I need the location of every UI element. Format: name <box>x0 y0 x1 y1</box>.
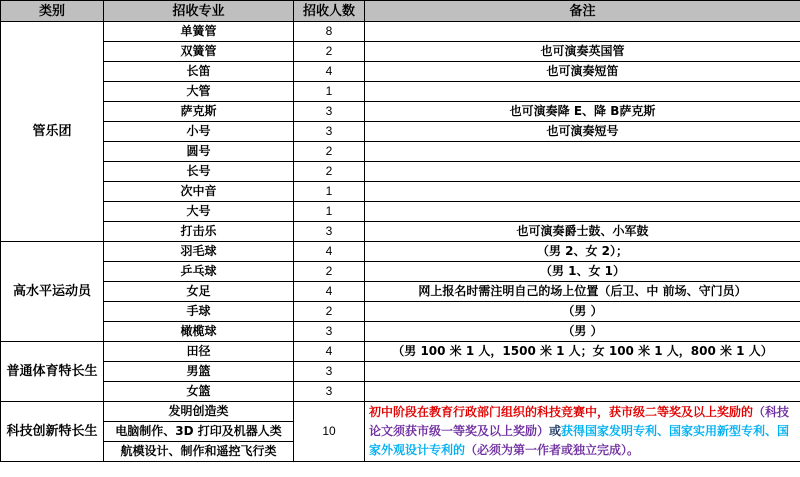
table-row <box>1 242 800 262</box>
table-row <box>1 182 800 202</box>
table-row <box>1 202 800 222</box>
count-cell: 3 <box>294 362 365 382</box>
major-cell: 女篮 <box>104 382 294 402</box>
major-cell: 小号 <box>104 122 294 142</box>
count-cell: 10 <box>294 402 365 462</box>
note-cell: 也可演奏英国管 <box>365 42 800 62</box>
major-cell: 双簧管 <box>104 42 294 62</box>
major-cell: 次中音 <box>104 182 294 202</box>
note-cell <box>365 82 800 102</box>
note-cell <box>365 142 800 162</box>
table-row <box>1 62 800 82</box>
note-cell <box>365 202 800 222</box>
major-cell: 发明创造类 <box>104 402 294 422</box>
category-cell: 管乐团 <box>1 22 104 242</box>
note-part-purple-end: （必须为第一作者或独立完成）。 <box>465 443 640 457</box>
count-cell: 2 <box>294 162 365 182</box>
category-cell: 高水平运动员 <box>1 242 104 342</box>
table-row <box>1 402 800 422</box>
count-cell: 1 <box>294 82 365 102</box>
note-cell: （男 ） <box>365 302 800 322</box>
major-cell: 长号 <box>104 162 294 182</box>
header-note: 备注 <box>365 1 800 22</box>
note-part-connector: 或 <box>549 424 562 438</box>
table-row <box>1 342 800 362</box>
major-cell: 单簧管 <box>104 22 294 42</box>
note-part-blue: 获得国家发明专利、国家实用新型专利、国家外观设计专利的 <box>369 424 790 457</box>
table-row <box>1 82 800 102</box>
header-row <box>1 1 800 22</box>
count-cell: 4 <box>294 342 365 362</box>
category-cell: 普通体育特长生 <box>1 342 104 402</box>
count-cell: 2 <box>294 142 365 162</box>
count-cell: 2 <box>294 302 365 322</box>
note-cell: （男 1、女 1） <box>365 262 800 282</box>
note-part-purple: （科技论文须获市级一等奖及以上奖励） <box>369 405 790 438</box>
major-cell: 大号 <box>104 202 294 222</box>
note-cell: 也可演奏短笛 <box>365 62 800 82</box>
count-cell: 3 <box>294 122 365 142</box>
header-count: 招收人数 <box>294 1 365 22</box>
table-row <box>1 102 800 122</box>
major-cell: 男篮 <box>104 362 294 382</box>
note-cell: 也可演奏短号 <box>365 122 800 142</box>
note-cell <box>365 162 800 182</box>
count-cell: 3 <box>294 102 365 122</box>
major-cell: 打击乐 <box>104 222 294 242</box>
major-cell: 电脑制作、3D 打印及机器人类 <box>104 422 294 442</box>
table-row <box>1 262 800 282</box>
count-cell: 2 <box>294 42 365 62</box>
major-cell: 女足 <box>104 282 294 302</box>
count-cell: 1 <box>294 202 365 222</box>
count-cell: 4 <box>294 62 365 82</box>
major-cell: 手球 <box>104 302 294 322</box>
note-cell <box>365 182 800 202</box>
table-row <box>1 162 800 182</box>
table-row <box>1 362 800 382</box>
table-row <box>1 222 800 242</box>
major-cell: 大管 <box>104 82 294 102</box>
table-row <box>1 382 800 402</box>
count-cell: 2 <box>294 262 365 282</box>
note-cell <box>365 22 800 42</box>
count-cell: 4 <box>294 242 365 262</box>
count-cell: 3 <box>294 222 365 242</box>
major-cell: 航模设计、制作和遥控飞行类 <box>104 442 294 462</box>
table-row <box>1 282 800 302</box>
major-cell: 萨克斯 <box>104 102 294 122</box>
major-cell: 田径 <box>104 342 294 362</box>
note-cell: （男 2、女 2）； <box>365 242 800 262</box>
count-cell: 3 <box>294 382 365 402</box>
count-cell: 8 <box>294 22 365 42</box>
note-cell: （男 ） <box>365 322 800 342</box>
table-row <box>1 322 800 342</box>
table-row <box>1 122 800 142</box>
table-row <box>1 302 800 322</box>
note-cell <box>365 362 800 382</box>
table-row <box>1 42 800 62</box>
major-cell: 圆号 <box>104 142 294 162</box>
note-part-red: 初中阶段在教育行政部门组织的科技竞赛中，获市级二等奖及以上奖励的 <box>369 405 754 419</box>
category-cell: 科技创新特长生 <box>1 402 104 462</box>
note-cell: （男 100 米 1 人，1500 米 1 人；女 100 米 1 人，800 米 1 人） <box>365 342 800 362</box>
note-cell <box>365 382 800 402</box>
count-cell: 3 <box>294 322 365 342</box>
note-cell: 也可演奏爵士鼓、小军鼓 <box>365 222 800 242</box>
table-row <box>1 22 800 42</box>
header-category: 类别 <box>1 1 104 22</box>
table-row <box>1 142 800 162</box>
count-cell: 4 <box>294 282 365 302</box>
major-cell: 橄榄球 <box>104 322 294 342</box>
note-cell: 也可演奏降 E、降 B萨克斯 <box>365 102 800 122</box>
tech-note-cell <box>365 402 800 462</box>
major-cell: 羽毛球 <box>104 242 294 262</box>
count-cell: 1 <box>294 182 365 202</box>
note-cell: 网上报名时需注明自己的场上位置（后卫、中 前场、守门员） <box>365 282 800 302</box>
major-cell: 长笛 <box>104 62 294 82</box>
major-cell: 乒乓球 <box>104 262 294 282</box>
header-major: 招收专业 <box>104 1 294 22</box>
